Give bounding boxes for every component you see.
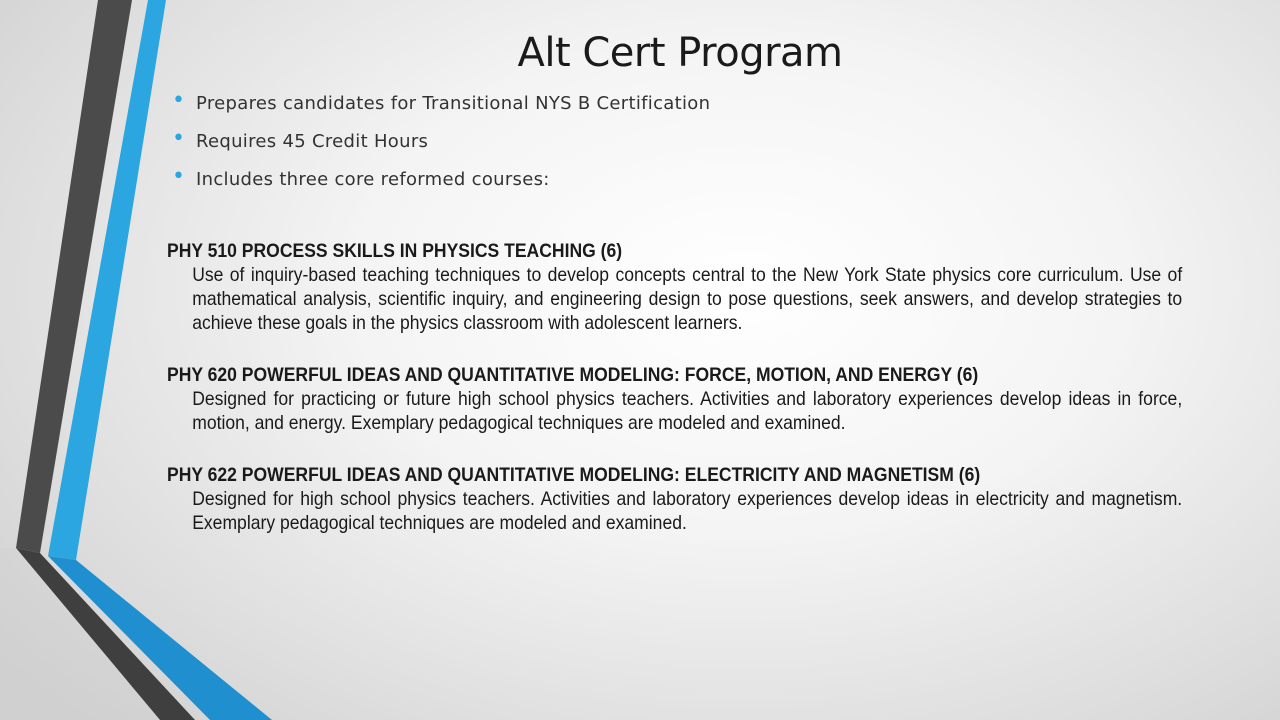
bullet-icon: • (172, 88, 186, 113)
course-title: PHY 622 POWERFUL IDEAS AND QUANTITATIVE MODELING: ELECTRICITY AND MAGNETISM (6) (167, 464, 981, 486)
course-list (167, 239, 1197, 563)
course-phy-620 (167, 363, 1197, 435)
bullet-item (172, 128, 710, 166)
course-description: Use of inquiry-based teaching techniques to develop concepts central to the New York State physics core curriculum. Use of mathematical analysis, scientific inquiry, and engineering design to pose questions, seek answers, and develop strategies to achieve these goals in the physics classroom with adolescent learners. (192, 264, 1183, 334)
bullet-icon: • (172, 126, 186, 151)
bullet-item (172, 90, 710, 128)
course-description: Designed for high school physics teachers. Activities and laboratory experiences develop ideas in electricity and magnetism. Exemplary pedagogical techniques are modeled and examined. (192, 488, 1183, 534)
course-title: PHY 510 PROCESS SKILLS IN PHYSICS TEACHING (6) (167, 240, 623, 262)
bullet-text: Includes three core reformed courses: (196, 169, 550, 190)
bullet-text: Requires 45 Credit Hours (196, 131, 429, 152)
course-phy-510 (167, 239, 1197, 335)
slide-title: Alt Cert Program (517, 30, 843, 76)
bullet-item (172, 166, 710, 204)
course-phy-622 (167, 463, 1197, 535)
bullet-icon: • (172, 164, 186, 189)
bullet-text: Prepares candidates for Transitional NYS B Certification (196, 93, 711, 114)
course-description: Designed for practicing or future high school physics teachers. Activities and laboratory experiences develop ideas in force, motion, and energy. Exemplary pedagogical techniques are modeled and examined. (192, 388, 1183, 434)
bullet-list (172, 90, 710, 204)
course-title: PHY 620 POWERFUL IDEAS AND QUANTITATIVE MODELING: FORCE, MOTION, AND ENERGY (6) (167, 364, 979, 386)
